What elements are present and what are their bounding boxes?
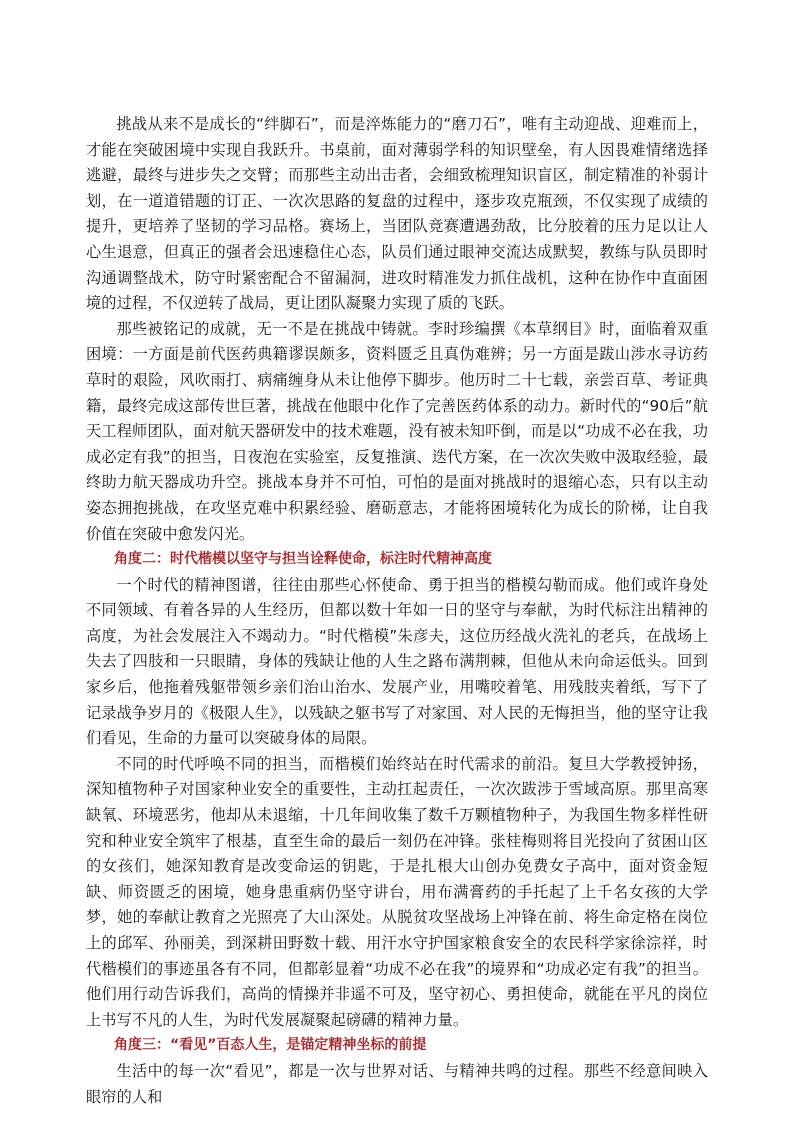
body-paragraph: 生活中的每一次“看见”，都是一次与世界对话、与精神共鸣的过程。那些不经意间映入眼帘的人和 xyxy=(86,1061,708,1106)
body-paragraph: 不同的时代呼唤不同的担当，而楷模们始终站在时代需求的前沿。复旦大学教授钟扬，深知植物种子对国家种业安全的重要性，主动扛起责任，一次次跋涉于雪域高原。那里高寒缺氧、环境恶劣，他却从未退缩，十几年间收集了数千万颗植物种子，为我国生物多样性研究和种业安全筑牢了根基，直至生命的最后一刻仍在冲锋。张桂梅则将目光投向了贫困山区的女孩们，她深知教育是改变命运的钥匙，于是扎根大山创办免费女子高中，面对资金短缺、师资匮乏的困境，她身患重病仍坚守讲台，用布满膏药的手托起了上千名女孩的大学梦，她的奉献让教育之光照亮了大山深处。从脱贫攻坚战场上冲锋在前、将生命定格在岗位上的邱军、孙丽美，到深耕田野数十载、用汗水守护国家粮食安全的农民科学家徐淙祥，时代楷模们的事迹虽各有不同，但都彰显着“功成不必在我”的境界和“功成必定有我”的担当。他们用行动告诉我们，高尚的情操并非遥不可及，坚守初心、勇担使命，就能在平凡的岗位上书写不凡的人生，为时代发展凝聚起磅礴的精神力量。 xyxy=(86,754,708,1029)
body-paragraph: 挑战从来不是成长的“绊脚石”，而是淬炼能力的“磨刀石”，唯有主动迎战、迎难而上，才能在突破困境中实现自我跃升。书桌前，面对薄弱学科的知识壁垒，有人因畏难情绪选择逃避，最终与进步失之交臂；而那些主动出击者，会细致梳理知识盲区，制定精准的补弱计划，在一道道错题的订正、一次次思路的复盘的过程中，逐步攻克瓶颈，不仅实现了成绩的提升，更培养了坚韧的学习品格。赛场上，当团队竞赛遭遇劲敌，比分胶着的压力足以让人心生退意，但真正的强者会迅速稳住心态，队员们通过眼神交流达成默契，教练与队员即时沟通调整战术，防守时紧密配合不留漏洞，进攻时精准发力抓住战机，这种在协作中直面困境的过程，不仅逆转了战局，更让团队凝聚力实现了质的飞跃。 xyxy=(86,115,708,313)
document-page xyxy=(86,112,708,1110)
section-heading: 角度三：“看见”百态人生，是锚定精神坐标的前提 xyxy=(114,1037,427,1054)
body-paragraph: 那些被铭记的成就，无一不是在挑战中铸就。李时珍编撰《本草纲目》时，面临着双重困境：一方面是前代医药典籍谬误颇多，资料匮乏且真伪难辨；另一方面是跋山涉水寻访药草时的艰险，风吹雨打、病痛缠身从未让他停下脚步。他历时二十七载，亲尝百草、考证典籍，最终完成这部传世巨著，挑战在他眼中化作了完善医药体系的动力。新时代的“90后”航天工程师团队，面对航天器研发中的技术难题，没有被未知吓倒，而是以“功成不必在我，功成必定有我”的担当，日夜泡在实验室，反复推演、迭代方案，在一次次失败中汲取经验，最终助力航天器成功升空。挑战本身并不可怕，可怕的是面对挑战时的退缩心态，只有以主动姿态拥抱挑战，在攻坚克难中积累经验、磨砺意志，才能将困境转化为成长的阶梯，让自我价值在突破中愈发闪光。 xyxy=(86,319,708,543)
section-heading: 角度二：时代楷模以坚守与担当诠释使命，标注时代精神高度 xyxy=(114,551,492,568)
body-paragraph: 一个时代的精神图谱，往往由那些心怀使命、勇于担当的楷模勾勒而成。他们或许身处不同领域、有着各异的人生经历，但都以数十年如一日的坚守与奉献，为时代标注出精神的高度，为社会发展注入不竭动力。“时代楷模”朱彦夫，这位历经战火洗礼的老兵，在战场上失去了四肢和一只眼睛，身体的残缺让他的人生之路布满荆棘，但他从未向命运低头。回到家乡后，他拖着残躯带领乡亲们治山治水、发展产业，用嘴咬着笔、用残肢夹着纸，写下了记录战争岁月的《极限人生》，以残缺之躯书写了对家国、对人民的无悔担当，他的坚守让我们看见，生命的力量可以突破身体的局限。 xyxy=(86,575,708,748)
